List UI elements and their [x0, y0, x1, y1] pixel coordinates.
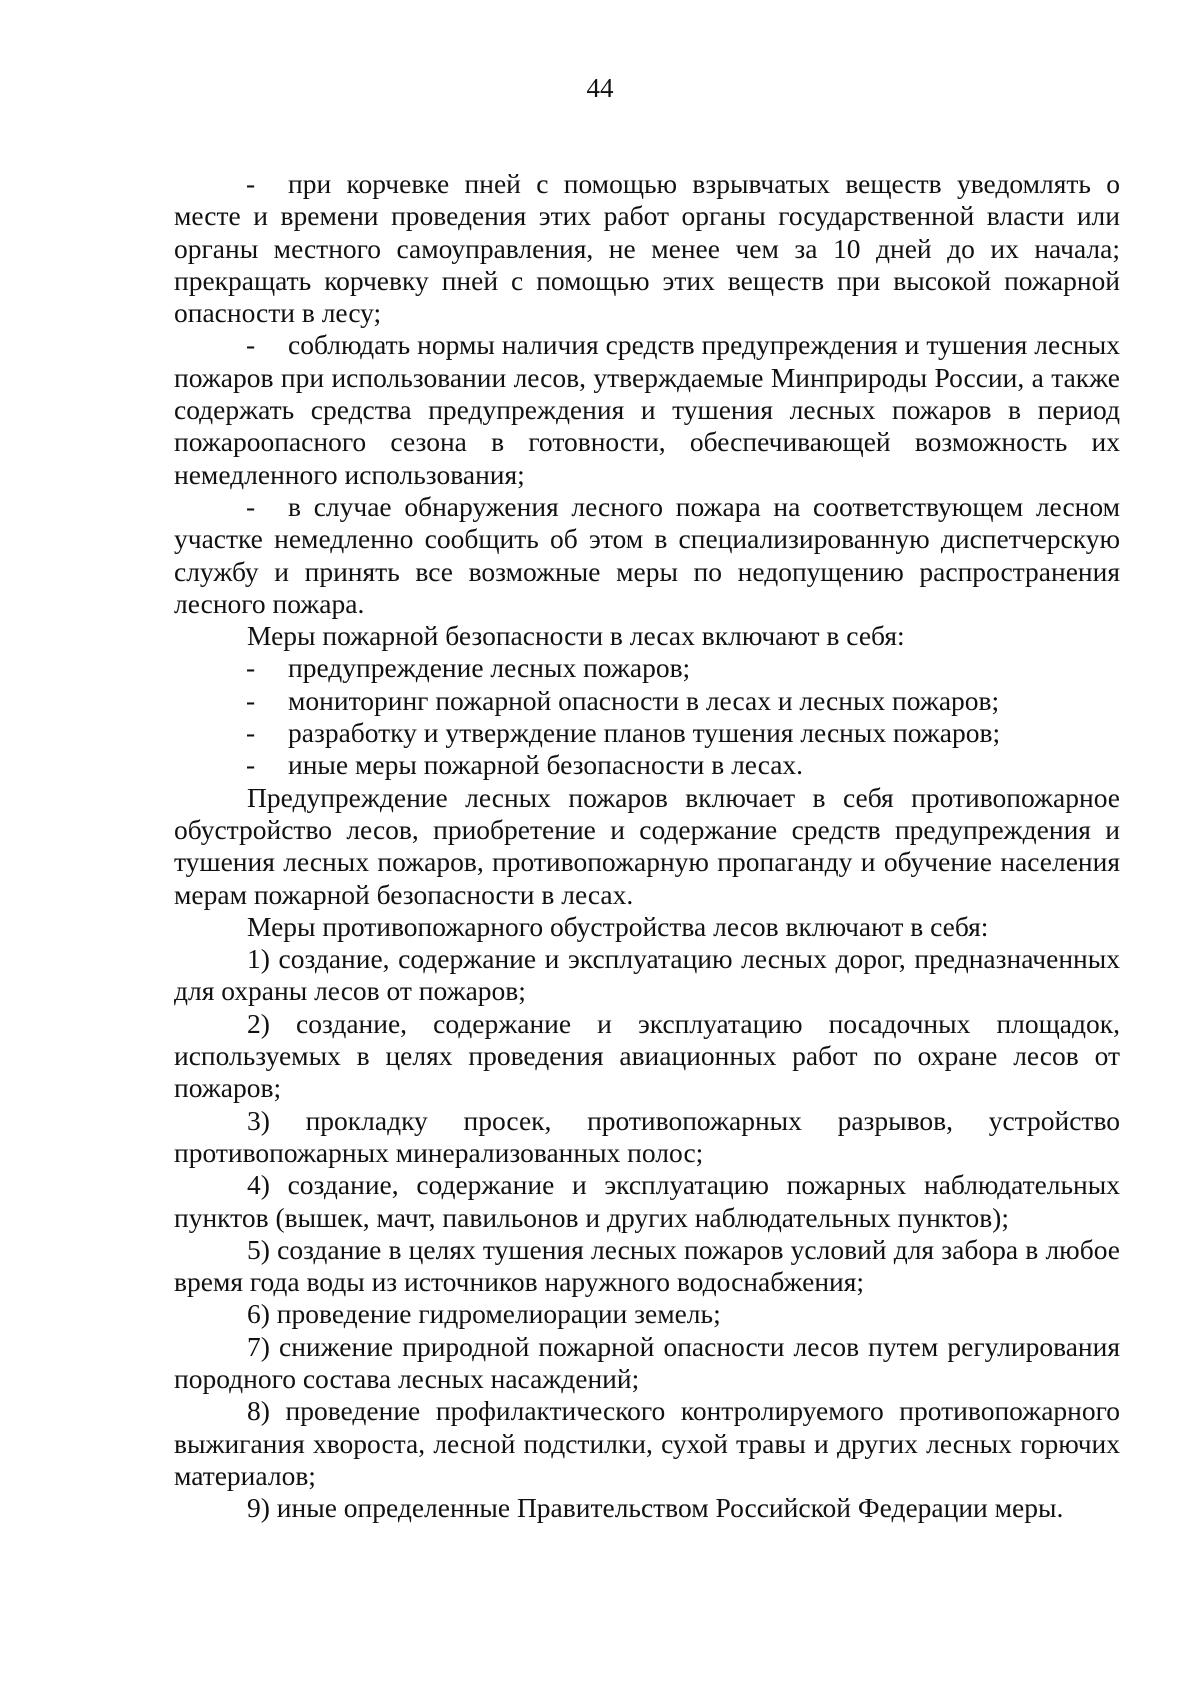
prevention-paragraph: Предупреждение лесных пожаров включает в себя противопожарное обустройство лесов, приобретение и содержание средств предупреждения и тушения лесных пожаров, противопожарную пропаганду и обучение населения мерам пожарной безопасности в лесах.: [174, 781, 1120, 910]
arrangement-item: 8) проведение профилактического контролируемого противопожарного выжигания хвороста, лесной подстилки, сухой травы и других лесных горючих материалов;: [174, 1395, 1120, 1491]
measure-item: [174, 749, 1120, 781]
arrangement-intro: Меры противопожарного обустройства лесов включают в себя:: [247, 910, 989, 942]
document-body: [174, 168, 1120, 1524]
dash-marker: -: [246, 717, 256, 749]
bullet-text: в случае обнаружения лесного пожара на соответствующем лесном участке немедленно сообщить об этом в специализированную диспетчерскую службу и принять все возможные меры по недопущению распространения лесного пожара.: [174, 490, 1120, 619]
arrangement-item: 3) прокладку просек, противопожарных разрывов, устройство противопожарных минерализованных полос;: [174, 1104, 1120, 1168]
dash-marker: -: [246, 652, 256, 684]
measures-intro: Меры пожарной безопасности в лесах включают в себя:: [247, 620, 905, 652]
bullet-text: при корчевке пней с помощью взрывчатых веществ уведомлять о месте и времени проведения этих работ органы государственной власти или органы местного самоуправления, не менее чем за 10 дней до их начала; прекращать корчевку пней с помощью этих веществ при высокой пожарной опасности в лесу;: [174, 168, 1120, 329]
dash-marker: -: [246, 684, 256, 716]
measure-text: иные меры пожарной безопасности в лесах.: [288, 749, 804, 781]
measure-text: разработку и утверждение планов тушения лесных пожаров;: [288, 717, 1001, 749]
measure-item: [174, 652, 1120, 684]
bullet-item: [174, 329, 1120, 490]
dash-marker: -: [246, 168, 256, 199]
arrangement-item: 6) проведение гидромелиорации земель;: [247, 1298, 721, 1330]
dash-marker: -: [246, 490, 256, 522]
arrangement-item: 5) создание в целях тушения лесных пожаров условий для забора в любое время года воды из источников наружного водоснабжения;: [174, 1233, 1120, 1298]
dash-marker: -: [246, 749, 256, 781]
bullet-item: [174, 491, 1120, 620]
measure-item: [174, 685, 1120, 717]
arrangement-item: 2) создание, содержание и эксплуатацию посадочных площадок, используемых в целях проведения авиационных работ по охране лесов от пожаров;: [174, 1007, 1120, 1104]
page-number: 44: [586, 73, 614, 103]
arrangement-item: 4) создание, содержание и эксплуатацию пожарных наблюдательных пунктов (вышек, мачт, павильонов и других наблюдательных пунктов);: [174, 1169, 1120, 1233]
measure-text: предупреждение лесных пожаров;: [288, 652, 691, 684]
arrangement-item: 1) создание, содержание и эксплуатацию лесных дорог, предназначенных для охраны лесов от пожаров;: [174, 943, 1120, 1007]
measure-item: [174, 717, 1120, 749]
bullet-item: [174, 168, 1120, 329]
arrangement-item: 9) иные определенные Правительством Российской Федерации меры.: [247, 1492, 1064, 1524]
arrangement-item: 7) снижение природной пожарной опасности лесов путем регулирования породного состава лесных насаждений;: [174, 1330, 1120, 1394]
dash-marker: -: [246, 329, 256, 361]
bullet-text: соблюдать нормы наличия средств предупреждения и тушения лесных пожаров при использовании лесов, утверждаемые Минприроды России, а также содержать средства предупреждения и тушения лесных пожаров в период пожароопасного сезона в готовности, обеспечивающей возможность их немедленного использования;: [174, 329, 1120, 490]
measure-text: мониторинг пожарной опасности в лесах и лесных пожаров;: [288, 684, 1000, 716]
